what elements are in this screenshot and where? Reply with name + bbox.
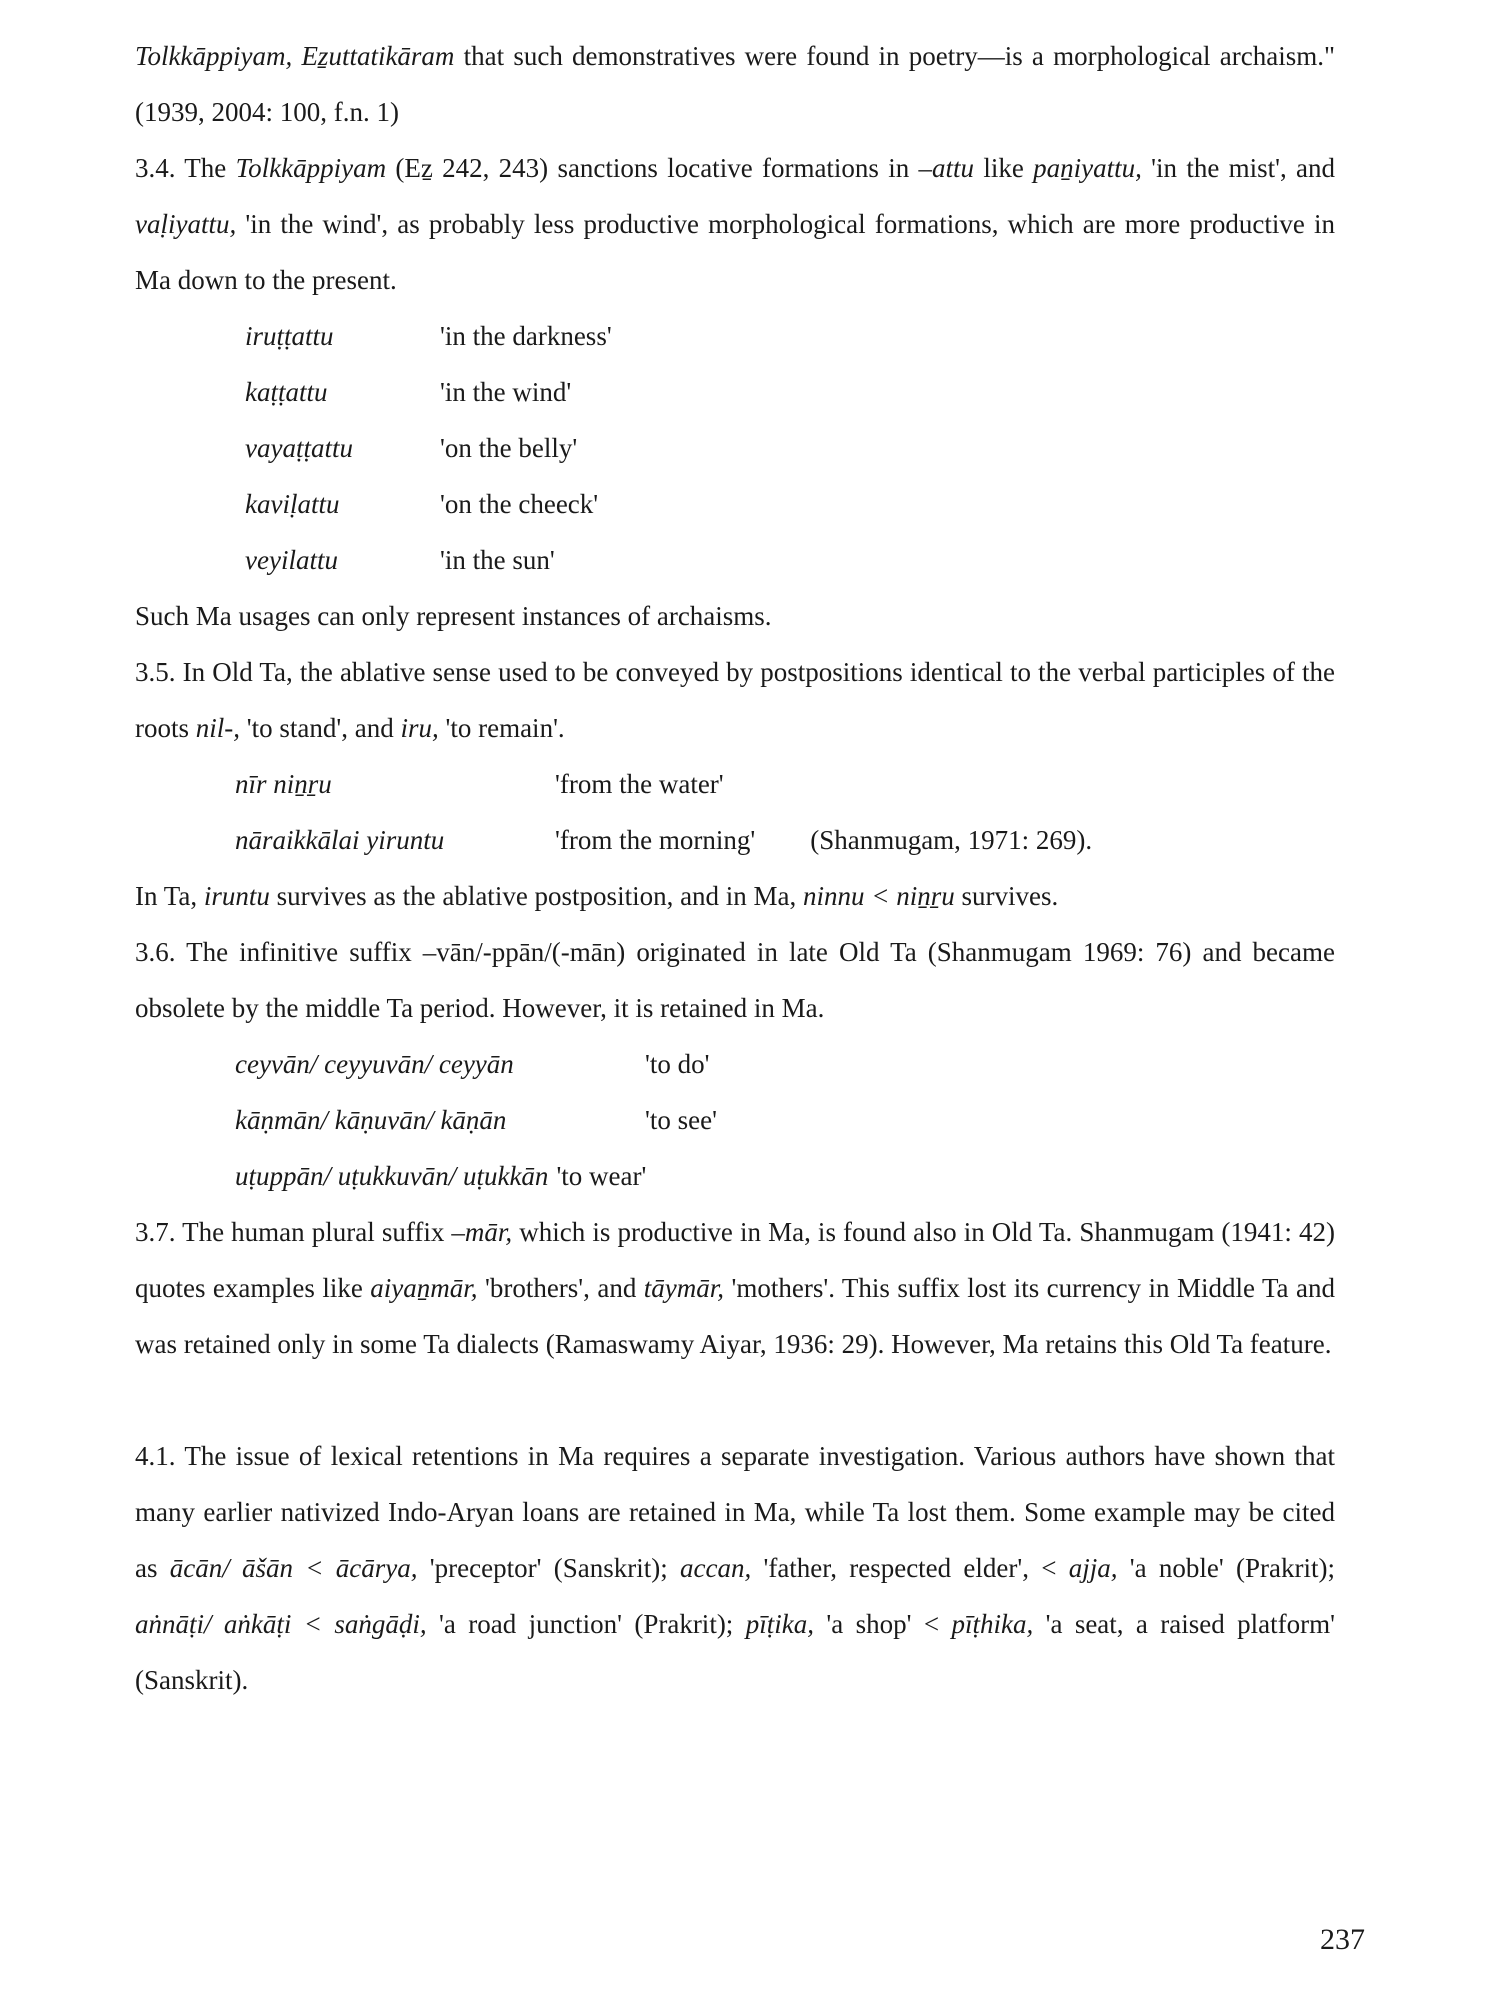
example-row	[135, 1092, 1335, 1148]
example-gloss: 'in the darkness'	[440, 321, 612, 351]
example-list-3-6	[135, 1036, 1335, 1204]
paragraph-3-6: 3.6. The infinitive suffix –vān/-ppān/(-mān) originated in late Old Ta (Shanmugam 1969: 76) and became obsolete by the middle Ta period. However, it is retained in Ma.	[135, 937, 1335, 1023]
example-list-3-4	[135, 308, 1335, 588]
example-row	[135, 476, 1335, 532]
example-row	[135, 812, 1335, 868]
paragraph-text: (Eẕ 242, 243) sanctions locative formations in	[386, 153, 919, 183]
example-gloss: 'from the water'	[555, 769, 724, 799]
paragraph-text: like	[974, 153, 1034, 183]
paragraph-text: 4.1. The issue of lexical retentions in Ma requires a separate investigation. Various authors have shown that many earlier nativized Indo-Aryan loans are retained in Ma, while Ta lost them. Some example may be cited as	[135, 1441, 1335, 1583]
paragraph-text: 3.4. The	[135, 153, 236, 183]
paragraph-text: 'preceptor' (Sanskrit);	[417, 1553, 680, 1583]
italic-term: –attu	[918, 153, 975, 183]
italic-term: Tolkkāppiyam	[235, 153, 387, 183]
example-gloss: 'in the wind'	[440, 377, 572, 407]
paragraph-3-4	[135, 140, 1335, 308]
paragraph-text: survives.	[954, 881, 1059, 911]
example-term: kaṭṭattu	[245, 377, 328, 407]
paragraph-text: 'a shop' <	[813, 1609, 952, 1639]
italic-term: tāymār,	[643, 1273, 725, 1303]
paragraph-text: 'father, respected elder', <	[751, 1553, 1069, 1583]
paragraph-text: In Ta,	[135, 881, 204, 911]
paragraph-text: that such demonstratives were found in poetry—is a morphological archaism." (1939, 2004: 100, f.n. 1)	[135, 41, 1335, 127]
italic-term: ninnu < niṉṟu	[803, 881, 955, 911]
document-page	[135, 28, 1335, 1708]
italic-term: ajja,	[1068, 1553, 1118, 1583]
paragraph-text: 'in the mist', and	[1141, 153, 1335, 183]
italic-term: –mār,	[451, 1217, 513, 1247]
paragraph-text: 3.5. In Old Ta, the ablative sense used to be conveyed by postpositions identical to the verbal participles of the roots	[135, 657, 1335, 743]
page-number: 237	[1320, 1923, 1365, 1956]
paragraph-intro	[135, 28, 1335, 140]
paragraph-3-5-conclusion	[135, 868, 1335, 924]
italic-term: aiyaṉmār,	[370, 1273, 478, 1303]
paragraph-3-7	[135, 1204, 1335, 1372]
example-term: vayaṭṭattu	[245, 433, 353, 463]
example-row	[135, 1036, 1335, 1092]
italic-term: vaḷiyattu,	[135, 209, 237, 239]
paragraph-text: 'a noble' (Prakrit);	[1117, 1553, 1336, 1583]
italic-term: accan,	[679, 1553, 752, 1583]
italic-term: pīṭika,	[745, 1609, 814, 1639]
paragraph-text: 'to remain'.	[438, 713, 565, 743]
example-gloss: 'on the belly'	[440, 433, 578, 463]
example-term: uṭuppān/ uṭukkuvān/ uṭukkān	[235, 1161, 549, 1191]
italic-term: iru,	[400, 713, 439, 743]
example-term: veyilattu	[245, 545, 338, 575]
paragraph-text: 'in the wind', as probably less productive morphological formations, which are more productive in Ma down to the present.	[135, 209, 1335, 295]
example-row	[135, 756, 1335, 812]
paragraph-text: 3.7. The human plural suffix	[135, 1217, 452, 1247]
example-row	[135, 420, 1335, 476]
paragraph-text: 'to stand', and	[240, 713, 401, 743]
italic-term: paṉiyattu,	[1033, 153, 1142, 183]
paragraph-text: which is productive in Ma, is found also in Old Ta. Shanmugam (1941: 42) quotes examples like	[135, 1217, 1335, 1303]
example-gloss: 'to do'	[645, 1049, 710, 1079]
citation: (Shanmugam, 1971: 269).	[810, 825, 1093, 855]
example-term: kaviḷattu	[245, 489, 340, 519]
paragraph-text: 'brothers', and	[477, 1273, 644, 1303]
paragraph-3-5	[135, 644, 1335, 756]
example-term: nīr niṉṟu	[235, 769, 332, 799]
paragraph-text: survives as the ablative postposition, and in Ma,	[269, 881, 804, 911]
paragraph-text: 'mothers'. This suffix lost its currency in Middle Ta and was retained only in some Ta dialects (Ramaswamy Aiyar, 1936: 29). However, Ma retains this Old Ta feature.	[135, 1273, 1335, 1359]
example-gloss: 'to wear'	[556, 1161, 647, 1191]
paragraph-text: 'a road junction' (Prakrit);	[426, 1609, 746, 1639]
example-list-3-5	[135, 756, 1335, 868]
italic-term: iruntu	[203, 881, 270, 911]
italic-term: Tolkkāppiyam, Eẕuttatikāram	[135, 41, 455, 71]
italic-term: pīṭhika,	[951, 1609, 1034, 1639]
section-gap	[135, 1372, 1335, 1428]
example-term: ceyvān/ ceyyuvān/ ceyyān	[235, 1049, 514, 1079]
paragraph-3-4-conclusion: Such Ma usages can only represent instances of archaisms.	[135, 601, 772, 631]
example-row	[135, 308, 1335, 364]
example-gloss: 'on the cheeck'	[440, 489, 599, 519]
example-gloss: 'in the sun'	[440, 545, 555, 575]
italic-term: ācān/ āšān < ācārya,	[169, 1553, 418, 1583]
example-term: nāraikkālai yiruntu	[235, 825, 445, 855]
example-row	[135, 532, 1335, 588]
example-term: kāṇmān/ kāṇuvān/ kāṇān	[235, 1105, 507, 1135]
example-gloss: 'from the morning'	[555, 825, 756, 855]
italic-term: aṅnāṭi/ aṅkāṭi < saṅgāḍi,	[135, 1609, 427, 1639]
italic-term: nil-,	[195, 713, 240, 743]
example-gloss: 'to see'	[645, 1105, 717, 1135]
paragraph-4-1	[135, 1428, 1335, 1708]
example-row	[135, 364, 1335, 420]
example-row	[135, 1148, 1335, 1204]
paragraph-text: 'a seat, a raised platform' (Sanskrit).	[135, 1609, 1335, 1695]
example-term: iruṭṭattu	[245, 321, 334, 351]
